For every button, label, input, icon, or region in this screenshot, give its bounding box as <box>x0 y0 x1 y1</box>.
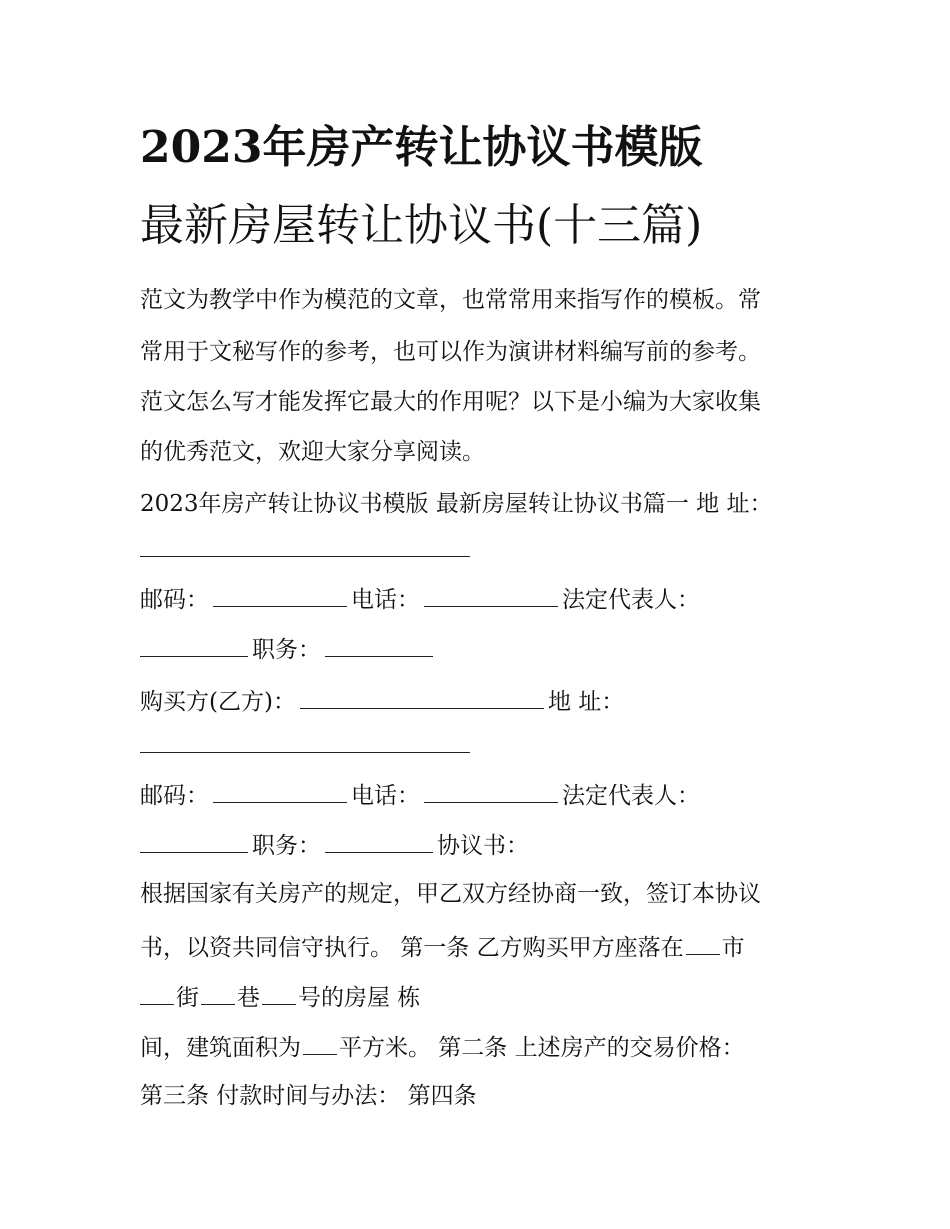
postcode-blank <box>213 778 347 803</box>
body-text: 市 <box>721 935 745 961</box>
document-subtitle: 最新房屋转让协议书(十三篇) <box>140 200 703 251</box>
phone-blank <box>424 778 558 803</box>
body-text: 间，建筑面积为 <box>140 1035 301 1061</box>
body-line-4 <box>140 1030 745 1064</box>
position-label: 职务： <box>252 833 321 859</box>
agreement-label: 协议书： <box>437 833 529 859</box>
lane-blank <box>201 980 235 1005</box>
buyer-address-blank <box>140 752 470 753</box>
phone-label: 电话： <box>351 783 420 809</box>
body-line-2 <box>140 930 745 964</box>
buyer-blank <box>300 684 544 709</box>
position-label: 职务： <box>252 637 321 663</box>
legal-rep-blank <box>140 828 248 853</box>
document-title: 2023年房产转让协议书模版 <box>140 122 703 173</box>
buyer-position-line <box>140 828 529 862</box>
legal-rep-label: 法定代表人： <box>562 783 700 809</box>
body-text: 书，以资共同信守执行。 第一条 乙方购买甲方座落在 <box>140 935 684 961</box>
city-blank <box>686 930 720 955</box>
street-blank <box>140 980 174 1005</box>
body-line-3 <box>140 980 420 1014</box>
position-blank <box>325 828 433 853</box>
body-line-5: 第三条 付款时间与办法： 第四条 <box>140 1083 477 1109</box>
section-heading: 2023年房产转让协议书模版 最新房屋转让协议书篇一 地 址： <box>140 491 773 517</box>
address-blank <box>140 556 470 557</box>
postcode-label: 邮码： <box>140 783 209 809</box>
phone-blank <box>424 582 558 607</box>
body-text: 街 <box>176 985 199 1011</box>
seller-position-line <box>140 632 437 666</box>
intro-line-4: 的优秀范文，欢迎大家分享阅读。 <box>140 439 485 465</box>
legal-rep-label: 法定代表人： <box>562 587 700 613</box>
area-blank <box>303 1030 337 1055</box>
body-text: 号的房屋 栋 <box>298 985 421 1011</box>
legal-rep-blank <box>140 632 248 657</box>
buyer-contact-line <box>140 778 700 812</box>
body-line-1: 根据国家有关房产的规定，甲乙双方经协商一致，签订本协议 <box>140 881 761 907</box>
position-blank <box>325 632 433 657</box>
buyer-address-label: 地 址： <box>547 689 625 715</box>
body-text: 巷 <box>237 985 260 1011</box>
number-blank <box>262 980 296 1005</box>
intro-line-2: 常用于文秘写作的参考，也可以作为演讲材料编写前的参考。 <box>140 339 761 365</box>
buyer-label: 购买方(乙方)： <box>140 689 296 715</box>
postcode-label: 邮码： <box>140 587 209 613</box>
body-text: 平方米。 第二条 上述房产的交易价格： <box>339 1035 745 1061</box>
seller-contact-line <box>140 582 700 616</box>
intro-line-3: 范文怎么写才能发挥它最大的作用呢？以下是小编为大家收集 <box>140 389 761 415</box>
intro-line-1: 范文为教学中作为模范的文章，也常常用来指写作的模板。常 <box>140 287 761 313</box>
buyer-line <box>140 684 624 718</box>
phone-label: 电话： <box>351 587 420 613</box>
postcode-blank <box>213 582 347 607</box>
